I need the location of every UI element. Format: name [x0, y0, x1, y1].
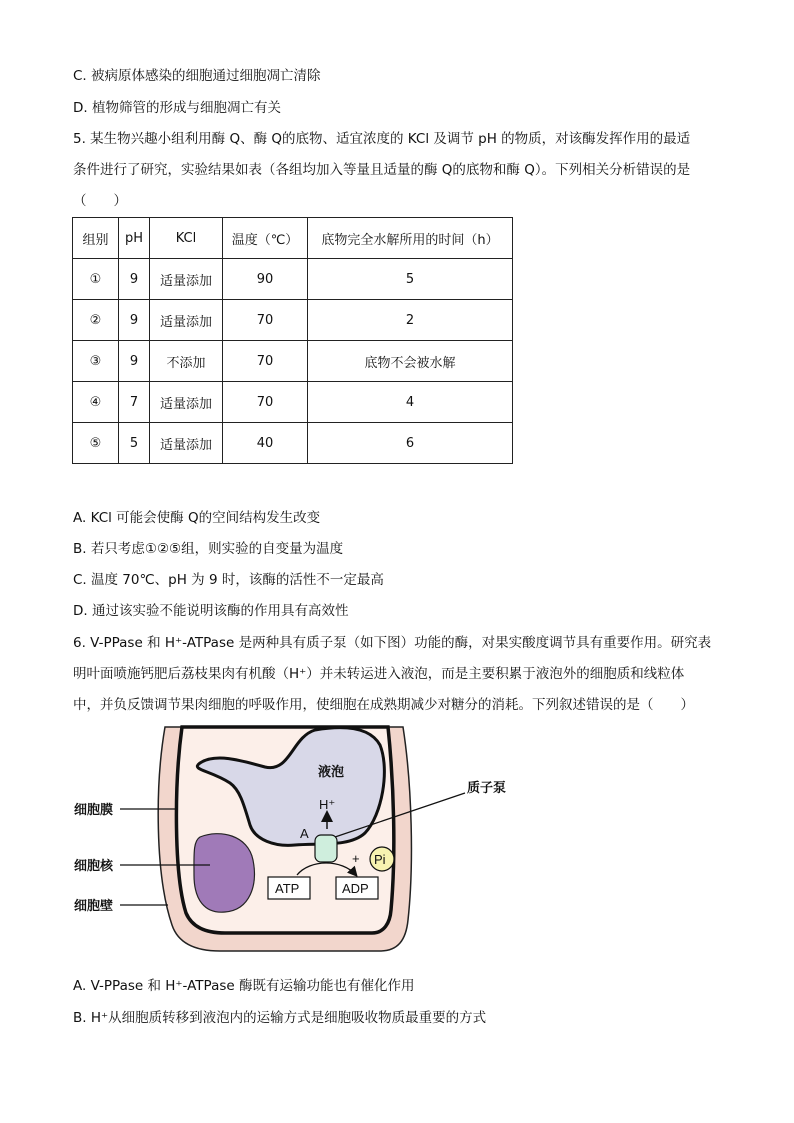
- question-5-option-c: C. 温度 70℃、pH 为 9 时，该酶的活性不一定最高: [73, 572, 384, 588]
- table-header-cell: 底物完全水解所用的时间（h）: [308, 218, 513, 259]
- question-6-stem-line2: 明叶面喷施钙肥后荔枝果肉有机酸（H⁺）并未转运进入液泡，而是主要积累于液泡外的细胞质和线粒体: [73, 666, 685, 682]
- table-cell: 不添加: [150, 341, 223, 382]
- table-cell: ②: [73, 300, 119, 341]
- table-cell: 70: [223, 382, 308, 423]
- question-5-answer-paren: （ ）: [73, 193, 127, 209]
- table-cell: 适量添加: [150, 259, 223, 300]
- question-6-stem-line1: 6. V-PPase 和 H⁺-ATPase 是两种具有质子泵（如下图）功能的酶，对果实酸度调节具有重要作用。研究表: [73, 635, 712, 651]
- option-c-prev: C. 被病原体感染的细胞通过细胞凋亡清除: [73, 68, 321, 84]
- table-cell: 适量添加: [150, 423, 223, 464]
- table-row: [73, 382, 513, 423]
- table-cell: 适量添加: [150, 382, 223, 423]
- table-cell: 底物不会被水解: [308, 341, 513, 382]
- table-cell: 70: [223, 300, 308, 341]
- question-5-stem-line2: 条件进行了研究，实验结果如表（各组均加入等量且适量的酶 Q的底物和酶 Q）。下列相关分析错误的是: [73, 162, 691, 178]
- experiment-table: [72, 217, 513, 464]
- table-cell: 适量添加: [150, 300, 223, 341]
- proton-pump-shape: [315, 835, 337, 862]
- table-cell: 9: [119, 259, 150, 300]
- table-row: [73, 300, 513, 341]
- table-cell: ⑤: [73, 423, 119, 464]
- table-cell: 9: [119, 300, 150, 341]
- proton-pump-label: 质子泵: [467, 780, 507, 795]
- table-cell: 5: [119, 423, 150, 464]
- h-plus-label: H⁺: [319, 797, 336, 812]
- plus-sign: +: [352, 851, 360, 866]
- question-5-stem-line1: 5. 某生物兴趣小组利用酶 Q、酶 Q的底物、适宜浓度的 KCl 及调节 pH 的物质，对该酶发挥作用的最适: [73, 131, 691, 147]
- table-cell: ④: [73, 382, 119, 423]
- table-cell: 90: [223, 259, 308, 300]
- table-header-cell: pH: [119, 218, 150, 259]
- table-cell: 9: [119, 341, 150, 382]
- table-cell: ①: [73, 259, 119, 300]
- table-cell: 4: [308, 382, 513, 423]
- nucleus-shape: [194, 834, 254, 913]
- adp-label: ADP: [342, 881, 369, 896]
- question-5-option-d: D. 通过该实验不能说明该酶的作用具有高效性: [73, 603, 349, 619]
- table-cell: ③: [73, 341, 119, 382]
- proton-pump-diagram: [60, 725, 530, 957]
- table-header-row: [73, 218, 513, 259]
- table-cell: 7: [119, 382, 150, 423]
- table-header-cell: KCl: [150, 218, 223, 259]
- table-cell: 70: [223, 341, 308, 382]
- table-cell: 2: [308, 300, 513, 341]
- question-5-option-b: B. 若只考虑①②⑤组，则实验的自变量为温度: [73, 541, 344, 557]
- table-cell: 5: [308, 259, 513, 300]
- table-cell: 40: [223, 423, 308, 464]
- question-5-option-a: A. KCl 可能会使酶 Q的空间结构发生改变: [73, 510, 321, 526]
- question-6-stem-line3: 中，并负反馈调节果肉细胞的呼吸作用，使细胞在成熟期减少对糖分的消耗。下列叙述错误的是（ ）: [73, 697, 694, 713]
- a-label: A: [300, 826, 309, 841]
- nucleus-label: 细胞核: [74, 858, 114, 873]
- table-cell: 6: [308, 423, 513, 464]
- table-header-cell: 温度（℃）: [223, 218, 308, 259]
- option-d-prev: D. 植物筛管的形成与细胞凋亡有关: [73, 100, 281, 116]
- membrane-label: 细胞膜: [74, 802, 114, 817]
- atp-label: ATP: [275, 881, 300, 896]
- table-row: [73, 259, 513, 300]
- question-6-option-b: B. H⁺从细胞质转移到液泡内的运输方式是细胞吸收物质最重要的方式: [73, 1010, 487, 1026]
- wall-label: 细胞壁: [74, 898, 114, 913]
- table-header-cell: 组别: [73, 218, 119, 259]
- table-row: [73, 341, 513, 382]
- question-6-option-a: A. V-PPase 和 H⁺-ATPase 酶既有运输功能也有催化作用: [73, 978, 415, 994]
- vacuole-label: 液泡: [318, 764, 345, 779]
- table-row: [73, 423, 513, 464]
- pi-label: Pi: [374, 852, 386, 867]
